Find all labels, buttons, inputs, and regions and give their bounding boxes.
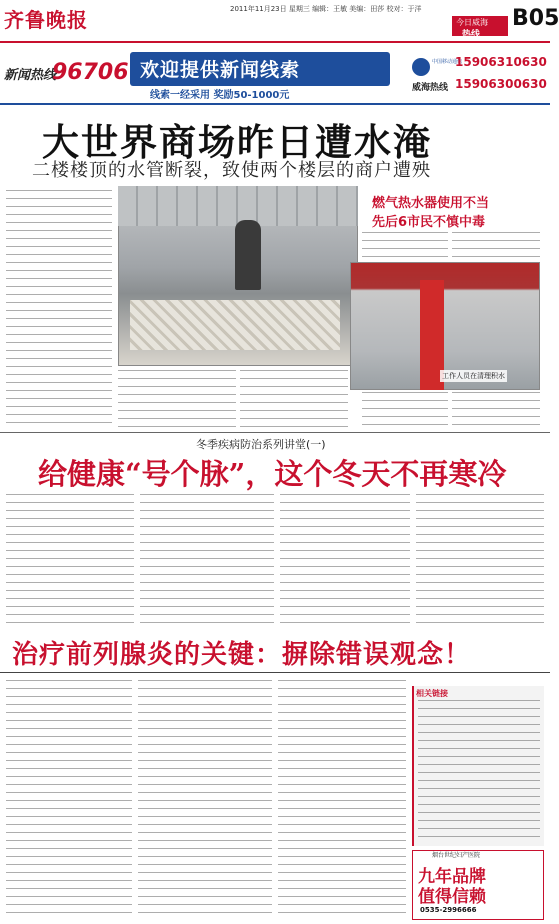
masthead-rule [0,41,550,43]
lead-text-col-2 [118,370,236,430]
section-title: 今日威海 [456,18,488,27]
side-text-c [362,392,448,430]
photo-debris [130,300,340,350]
side-text-b [452,232,540,262]
story3-col-3 [278,680,406,918]
story2-col-3 [280,494,410,628]
related-links-text [418,700,540,840]
story3-rule [0,672,550,673]
hotline-phone-1: 15906310630 [455,55,547,69]
hotline-number: 96706 [52,60,129,85]
story2-kicker: 冬季疾病防治系列讲堂(一) [196,438,326,451]
newspaper-logo: 齐鲁晚报 [4,8,88,32]
lead-headline: 大世界商场昨日遭水淹 [42,121,432,164]
china-mobile-logo-icon [412,58,430,76]
story2-headline: 给健康“号个脉”，这个冬天不再寒冷 [38,457,507,491]
section-divider [0,432,550,433]
photo-caption: 工作人员在清理积水 [442,372,505,380]
story3-col-1 [6,680,132,918]
weihai-hotline-label: 威海热线 [412,83,449,93]
page-number: B05 [512,6,559,31]
photo-ceiling [118,186,358,226]
lead-text-col-1 [6,190,112,430]
photo-figure [235,220,261,290]
story3-headline: 治疗前列腺炎的关键：摒除错误观念！ [12,640,472,670]
lead-text-col-3 [240,370,348,430]
side-headline-1: 燃气热水器使用不当 [372,196,490,211]
side-headline-2: 先后6市民不慎中毒 [372,215,486,230]
side-text-d [452,392,540,430]
side-text-a [362,232,448,262]
slogan-subline: 线索一经采用 奖励50-1000元 [150,90,290,101]
ad-slogan-1: 九年品牌 [418,867,486,887]
slogan: 欢迎提供新闻线索 [140,59,301,81]
ad-hospital-name: 烟台世纪妇产医院 [432,852,481,859]
banner-rule [0,103,550,105]
lead-subhead: 二楼楼顶的水管断裂，致使两个楼层的商户遭殃 [32,160,431,181]
story3-col-2 [138,680,272,918]
ad-slogan-2: 值得信赖 [418,887,486,907]
hotline-phone-2: 15906300630 [455,77,547,91]
hotline-label: 新闻热线 [4,68,57,83]
ad-phone: 0535-2996666 [420,906,477,914]
story2-col-2 [140,494,274,628]
section-subtitle: 热线 [462,30,481,40]
story2-col-1 [6,494,134,628]
story2-col-4 [416,494,544,628]
related-links-title: 相关链接 [416,689,448,698]
china-mobile-label: 中国移动通信 [432,59,463,65]
date-line: 2011年11月23日 星期三 编辑：王敏 美编：田莎 校对：于洋 [230,5,422,13]
